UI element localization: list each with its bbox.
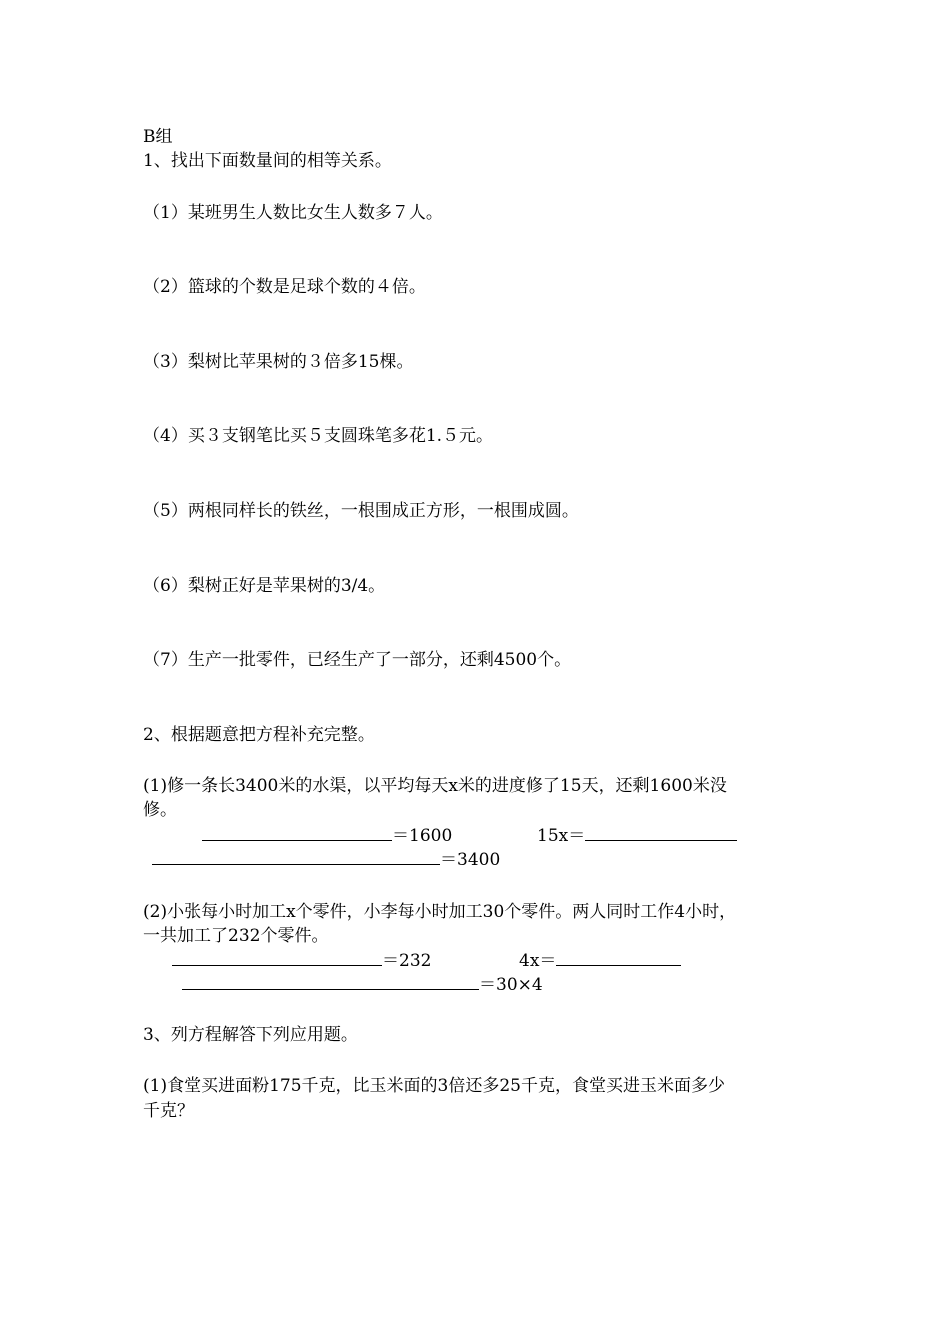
- equation-lhs: 4x＝: [519, 951, 557, 971]
- section1-item-1: （1）某班男生人数比女生人数多７人。: [143, 203, 443, 223]
- section2-q2-equation-1: [172, 949, 431, 972]
- answer-blank[interactable]: [152, 848, 440, 865]
- equation-rhs: ＝30×4: [479, 975, 543, 995]
- answer-blank[interactable]: [556, 949, 681, 966]
- section1-item-5: （5）两根同样长的铁丝，一根围成正方形，一根围成圆。: [143, 501, 579, 521]
- equation-rhs: ＝1600: [392, 826, 453, 846]
- answer-blank[interactable]: [202, 824, 392, 841]
- answer-blank[interactable]: [182, 973, 479, 990]
- section1-item-2: （2）篮球的个数是足球个数的４倍。: [143, 277, 426, 297]
- section3-q1-text-line2: 千克？: [143, 1101, 194, 1121]
- section3-title: 3、列方程解答下列应用题。: [143, 1025, 358, 1045]
- section1-item-4: （4）买３支钢笔比买５支圆珠笔多花1.５元。: [143, 426, 494, 446]
- equation-rhs: ＝3400: [440, 850, 501, 870]
- equation-rhs: ＝232: [382, 951, 432, 971]
- section2-q1-equation-3: [152, 848, 500, 871]
- section1-title: 1、找出下面数量间的相等关系。: [143, 151, 392, 171]
- answer-blank[interactable]: [172, 949, 382, 966]
- section2-q1-equation-2: [537, 824, 737, 847]
- section1-item-6: （6）梨树正好是苹果树的3/4。: [143, 576, 386, 596]
- section2-q1-text-line2: 修。: [143, 800, 177, 820]
- section2-title: 2、根据题意把方程补充完整。: [143, 725, 375, 745]
- section1-item-3: （3）梨树比苹果树的３倍多15棵。: [143, 352, 414, 372]
- section2-q1-equation-1: [202, 824, 452, 847]
- group-title: B组: [143, 127, 173, 147]
- answer-blank[interactable]: [585, 824, 737, 841]
- section2-q2-equation-2: [519, 949, 681, 972]
- section2-q2-text-line2: 一共加工了232个零件。: [143, 926, 329, 946]
- equation-lhs: 15x＝: [537, 826, 586, 846]
- section2-q1-text-line1: (1)修一条长3400米的水渠，以平均每天x米的进度修了15天，还剩1600米没: [143, 776, 727, 796]
- section2-q2-text-line1: (2)小张每小时加工x个零件，小李每小时加工30个零件。两人同时工作4小时，: [143, 902, 737, 922]
- section2-q2-equation-3: [182, 973, 543, 996]
- section1-item-7: （7）生产一批零件，已经生产了一部分，还剩4500个。: [143, 650, 572, 670]
- section3-q1-text-line1: (1)食堂买进面粉175千克，比玉米面的3倍还多25千克，食堂买进玉米面多少: [143, 1076, 725, 1096]
